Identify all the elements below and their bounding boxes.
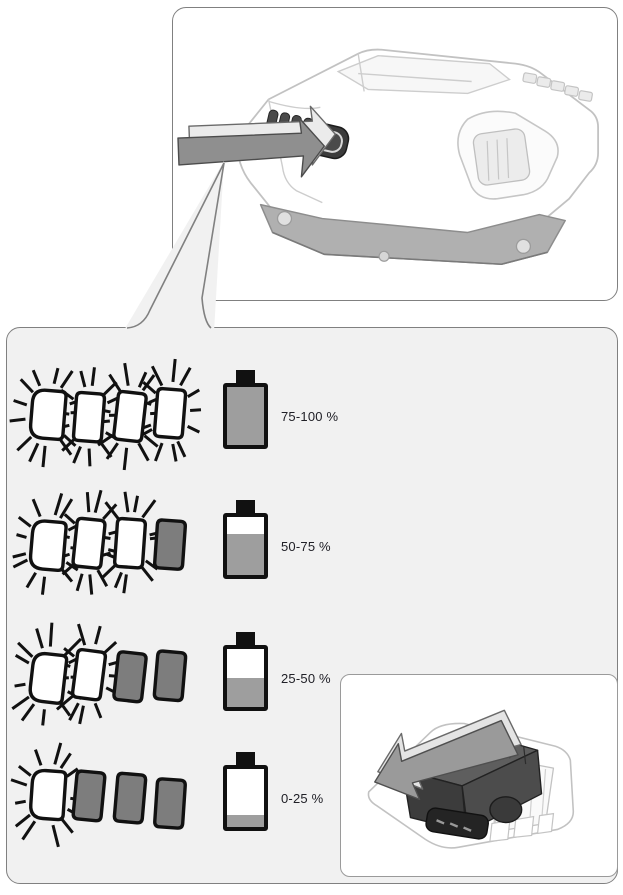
solid-led-icon bbox=[114, 773, 146, 823]
charge-range-label: 0-25 % bbox=[281, 791, 324, 807]
solid-led-icon bbox=[113, 651, 146, 702]
battery-level-icon bbox=[223, 500, 268, 579]
charge-level-row-50-75 bbox=[15, 481, 425, 611]
solid-led-icon bbox=[154, 651, 186, 701]
battery-cap bbox=[236, 370, 255, 383]
charger-inset bbox=[340, 674, 618, 877]
battery-cap bbox=[236, 632, 255, 645]
battery-body bbox=[223, 765, 268, 831]
charge-range-label: 75-100 % bbox=[281, 409, 339, 425]
battery-body bbox=[223, 513, 268, 579]
led-indicator-group bbox=[15, 733, 230, 863]
battery-body bbox=[223, 383, 268, 449]
blinking-led-icon bbox=[73, 518, 106, 569]
blink-rays-layer bbox=[8, 619, 129, 729]
blinking-led-icon bbox=[30, 520, 67, 571]
charger-illustration bbox=[341, 675, 617, 876]
blinking-led-icon bbox=[154, 388, 186, 438]
blinking-led-icon bbox=[113, 391, 146, 442]
blinking-led-icon bbox=[30, 770, 66, 820]
charge-level-row-75-100 bbox=[15, 351, 425, 481]
solid-led-icon bbox=[154, 520, 185, 570]
blinking-led-icon bbox=[72, 649, 106, 700]
battery-fill bbox=[227, 387, 264, 445]
led-indicator-group bbox=[15, 481, 230, 611]
solid-led-icon bbox=[73, 771, 105, 821]
solid-led-icon bbox=[154, 779, 185, 829]
battery-level-icon bbox=[223, 752, 268, 831]
charge-level-legend-panel bbox=[6, 327, 618, 884]
led-indicator-group bbox=[15, 351, 230, 481]
blinking-led-icon bbox=[73, 392, 105, 442]
blinking-led-icon bbox=[114, 518, 145, 568]
battery-pack-illustration bbox=[173, 8, 617, 300]
blinking-led-icon bbox=[29, 652, 67, 703]
led-bodies-layer bbox=[29, 649, 186, 704]
battery-fill bbox=[227, 678, 264, 707]
led-bodies-layer bbox=[30, 518, 186, 571]
charge-range-label: 50-75 % bbox=[281, 539, 331, 555]
led-bodies-layer bbox=[30, 770, 186, 829]
battery-level-icon bbox=[223, 632, 268, 711]
battery-cap bbox=[236, 752, 255, 765]
blinking-led-icon bbox=[30, 389, 67, 439]
battery-level-icon bbox=[223, 370, 268, 449]
led-indicator-group bbox=[15, 613, 230, 743]
battery-fill bbox=[227, 815, 264, 827]
charge-range-label: 25-50 % bbox=[281, 671, 331, 687]
battery-illustration-panel bbox=[172, 7, 618, 301]
battery-body bbox=[223, 645, 268, 711]
battery-cap bbox=[236, 500, 255, 513]
battery-fill bbox=[227, 534, 264, 575]
